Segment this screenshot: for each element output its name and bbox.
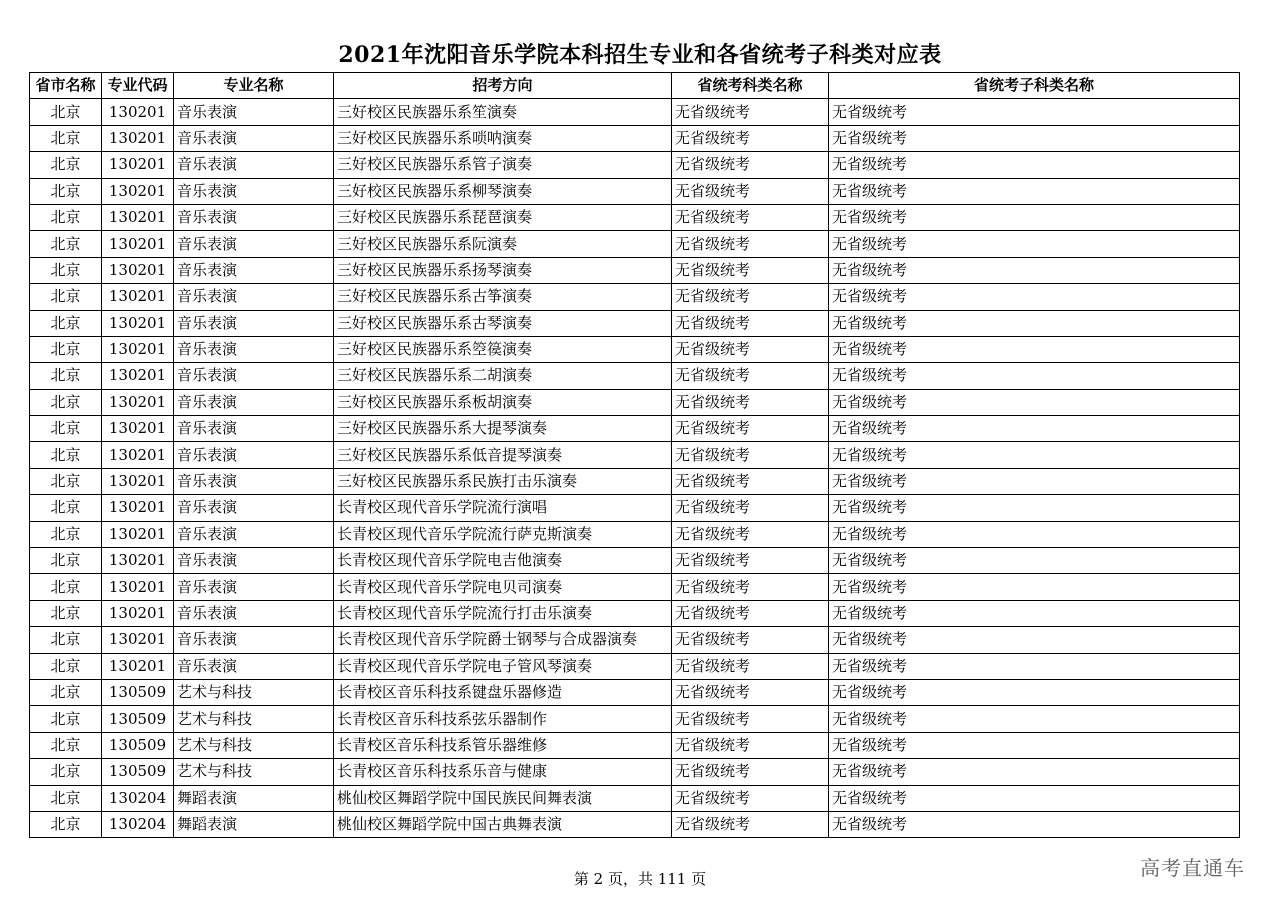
table-row: [30, 389, 1240, 415]
direction-cell: 三好校区民族器乐系唢呐演奏: [334, 125, 672, 151]
major-name-cell: 艺术与科技: [174, 759, 334, 785]
exam-subcategory-cell: 无省级统考: [829, 99, 1240, 125]
major-name-cell: 音乐表演: [174, 125, 334, 151]
province-cell: 北京: [30, 125, 102, 151]
major-name-cell: 音乐表演: [174, 310, 334, 336]
exam-subcategory-cell: 无省级统考: [829, 152, 1240, 178]
exam-subcategory-cell: 无省级统考: [829, 495, 1240, 521]
table-row: [30, 811, 1240, 837]
table-row: [30, 653, 1240, 679]
major-code-cell: 130201: [102, 574, 174, 600]
exam-subcategory-cell: 无省级统考: [829, 125, 1240, 151]
direction-cell: 长青校区现代音乐学院电子管风琴演奏: [334, 653, 672, 679]
table-row: [30, 574, 1240, 600]
direction-cell: 长青校区现代音乐学院电贝司演奏: [334, 574, 672, 600]
major-code-cell: 130201: [102, 468, 174, 494]
province-cell: 北京: [30, 442, 102, 468]
exam-category-cell: 无省级统考: [672, 548, 829, 574]
exam-category-cell: 无省级统考: [672, 125, 829, 151]
exam-subcategory-cell: 无省级统考: [829, 310, 1240, 336]
direction-cell: 三好校区民族器乐系管子演奏: [334, 152, 672, 178]
header-major-name: 专业名称: [174, 73, 334, 99]
major-name-cell: 音乐表演: [174, 416, 334, 442]
exam-subcategory-cell: 无省级统考: [829, 336, 1240, 362]
header-province: 省市名称: [30, 73, 102, 99]
direction-cell: 三好校区民族器乐系大提琴演奏: [334, 416, 672, 442]
exam-subcategory-cell: 无省级统考: [829, 389, 1240, 415]
province-cell: 北京: [30, 548, 102, 574]
table-row: [30, 363, 1240, 389]
province-cell: 北京: [30, 178, 102, 204]
table-row: [30, 679, 1240, 705]
exam-category-cell: 无省级统考: [672, 442, 829, 468]
table-header: [30, 73, 1240, 99]
major-name-cell: 音乐表演: [174, 152, 334, 178]
table-row: [30, 785, 1240, 811]
exam-subcategory-cell: 无省级统考: [829, 811, 1240, 837]
exam-subcategory-cell: 无省级统考: [829, 468, 1240, 494]
exam-category-cell: 无省级统考: [672, 574, 829, 600]
exam-subcategory-cell: 无省级统考: [829, 574, 1240, 600]
province-cell: 北京: [30, 600, 102, 626]
direction-cell: 桃仙校区舞蹈学院中国民族民间舞表演: [334, 785, 672, 811]
province-cell: 北京: [30, 204, 102, 230]
exam-subcategory-cell: 无省级统考: [829, 785, 1240, 811]
exam-category-cell: 无省级统考: [672, 231, 829, 257]
exam-subcategory-cell: 无省级统考: [829, 679, 1240, 705]
exam-category-cell: 无省级统考: [672, 204, 829, 230]
direction-cell: 三好校区民族器乐系低音提琴演奏: [334, 442, 672, 468]
major-name-cell: 舞蹈表演: [174, 785, 334, 811]
exam-subcategory-cell: 无省级统考: [829, 706, 1240, 732]
table-row: [30, 627, 1240, 653]
province-cell: 北京: [30, 574, 102, 600]
major-code-cell: 130509: [102, 759, 174, 785]
major-name-cell: 艺术与科技: [174, 679, 334, 705]
province-cell: 北京: [30, 653, 102, 679]
major-name-cell: 音乐表演: [174, 468, 334, 494]
direction-cell: 三好校区民族器乐系柳琴演奏: [334, 178, 672, 204]
exam-subcategory-cell: 无省级统考: [829, 732, 1240, 758]
province-cell: 北京: [30, 468, 102, 494]
province-cell: 北京: [30, 706, 102, 732]
table-row: [30, 732, 1240, 758]
major-code-cell: 130201: [102, 521, 174, 547]
exam-subcategory-cell: 无省级统考: [829, 627, 1240, 653]
table-row: [30, 231, 1240, 257]
exam-category-cell: 无省级统考: [672, 99, 829, 125]
province-cell: 北京: [30, 416, 102, 442]
exam-category-cell: 无省级统考: [672, 706, 829, 732]
direction-cell: 长青校区音乐科技系键盘乐器修造: [334, 679, 672, 705]
major-name-cell: 音乐表演: [174, 574, 334, 600]
major-name-cell: 艺术与科技: [174, 732, 334, 758]
province-cell: 北京: [30, 759, 102, 785]
province-cell: 北京: [30, 231, 102, 257]
major-code-cell: 130204: [102, 785, 174, 811]
major-code-cell: 130204: [102, 811, 174, 837]
direction-cell: 长青校区现代音乐学院流行打击乐演奏: [334, 600, 672, 626]
major-code-cell: 130509: [102, 732, 174, 758]
exam-subcategory-cell: 无省级统考: [829, 521, 1240, 547]
table-row: [30, 152, 1240, 178]
direction-cell: 三好校区民族器乐系箜篌演奏: [334, 336, 672, 362]
major-code-cell: 130201: [102, 548, 174, 574]
table-row: [30, 284, 1240, 310]
header-direction: 招考方向: [334, 73, 672, 99]
table-row: [30, 548, 1240, 574]
exam-subcategory-cell: 无省级统考: [829, 442, 1240, 468]
province-cell: 北京: [30, 389, 102, 415]
major-name-cell: 音乐表演: [174, 548, 334, 574]
province-cell: 北京: [30, 310, 102, 336]
major-name-cell: 音乐表演: [174, 600, 334, 626]
major-name-cell: 音乐表演: [174, 257, 334, 283]
table-row: [30, 310, 1240, 336]
table-row: [30, 257, 1240, 283]
direction-cell: 三好校区民族器乐系阮演奏: [334, 231, 672, 257]
major-code-cell: 130509: [102, 679, 174, 705]
province-cell: 北京: [30, 679, 102, 705]
major-code-cell: 130201: [102, 310, 174, 336]
exam-category-cell: 无省级统考: [672, 284, 829, 310]
table-row: [30, 442, 1240, 468]
exam-category-cell: 无省级统考: [672, 178, 829, 204]
major-code-cell: 130201: [102, 336, 174, 362]
province-cell: 北京: [30, 152, 102, 178]
direction-cell: 长青校区音乐科技系乐音与健康: [334, 759, 672, 785]
major-name-cell: 音乐表演: [174, 284, 334, 310]
major-name-cell: 音乐表演: [174, 521, 334, 547]
direction-cell: 三好校区民族器乐系笙演奏: [334, 99, 672, 125]
exam-subcategory-cell: 无省级统考: [829, 759, 1240, 785]
province-cell: 北京: [30, 785, 102, 811]
exam-category-cell: 无省级统考: [672, 811, 829, 837]
admissions-table: [29, 72, 1240, 838]
exam-category-cell: 无省级统考: [672, 416, 829, 442]
exam-subcategory-cell: 无省级统考: [829, 363, 1240, 389]
exam-subcategory-cell: 无省级统考: [829, 416, 1240, 442]
major-code-cell: 130201: [102, 257, 174, 283]
header-exam-subcategory: 省统考子科类名称: [829, 73, 1240, 99]
exam-subcategory-cell: 无省级统考: [829, 204, 1240, 230]
exam-category-cell: 无省级统考: [672, 785, 829, 811]
major-name-cell: 音乐表演: [174, 442, 334, 468]
watermark: 高考直通车: [1140, 856, 1245, 880]
exam-category-cell: 无省级统考: [672, 468, 829, 494]
header-exam-category: 省统考科类名称: [672, 73, 829, 99]
direction-cell: 三好校区民族器乐系古筝演奏: [334, 284, 672, 310]
page-footer: 第 2 页，共 111 页: [573, 870, 707, 888]
direction-cell: 长青校区现代音乐学院流行演唱: [334, 495, 672, 521]
province-cell: 北京: [30, 363, 102, 389]
major-code-cell: 130201: [102, 99, 174, 125]
exam-category-cell: 无省级统考: [672, 627, 829, 653]
direction-cell: 长青校区音乐科技系弦乐器制作: [334, 706, 672, 732]
major-code-cell: 130201: [102, 231, 174, 257]
exam-subcategory-cell: 无省级统考: [829, 231, 1240, 257]
exam-category-cell: 无省级统考: [672, 363, 829, 389]
direction-cell: 三好校区民族器乐系民族打击乐演奏: [334, 468, 672, 494]
exam-category-cell: 无省级统考: [672, 679, 829, 705]
major-code-cell: 130201: [102, 284, 174, 310]
major-name-cell: 音乐表演: [174, 389, 334, 415]
province-cell: 北京: [30, 257, 102, 283]
province-cell: 北京: [30, 627, 102, 653]
province-cell: 北京: [30, 495, 102, 521]
direction-cell: 三好校区民族器乐系二胡演奏: [334, 363, 672, 389]
exam-category-cell: 无省级统考: [672, 310, 829, 336]
table-row: [30, 468, 1240, 494]
exam-category-cell: 无省级统考: [672, 521, 829, 547]
major-code-cell: 130201: [102, 442, 174, 468]
exam-category-cell: 无省级统考: [672, 653, 829, 679]
major-code-cell: 130201: [102, 152, 174, 178]
exam-category-cell: 无省级统考: [672, 759, 829, 785]
table-row: [30, 204, 1240, 230]
province-cell: 北京: [30, 811, 102, 837]
direction-cell: 长青校区现代音乐学院流行萨克斯演奏: [334, 521, 672, 547]
major-code-cell: 130201: [102, 416, 174, 442]
major-name-cell: 音乐表演: [174, 231, 334, 257]
province-cell: 北京: [30, 732, 102, 758]
header-major-code: 专业代码: [102, 73, 174, 99]
table-row: [30, 178, 1240, 204]
major-name-cell: 艺术与科技: [174, 706, 334, 732]
major-code-cell: 130201: [102, 389, 174, 415]
major-name-cell: 音乐表演: [174, 363, 334, 389]
table-row: [30, 521, 1240, 547]
direction-cell: 三好校区民族器乐系古琴演奏: [334, 310, 672, 336]
major-code-cell: 130201: [102, 363, 174, 389]
exam-subcategory-cell: 无省级统考: [829, 653, 1240, 679]
table-row: [30, 125, 1240, 151]
exam-subcategory-cell: 无省级统考: [829, 178, 1240, 204]
province-cell: 北京: [30, 336, 102, 362]
major-name-cell: 音乐表演: [174, 495, 334, 521]
header-row: [30, 73, 1240, 99]
exam-subcategory-cell: 无省级统考: [829, 548, 1240, 574]
table-row: [30, 416, 1240, 442]
major-code-cell: 130201: [102, 178, 174, 204]
exam-category-cell: 无省级统考: [672, 732, 829, 758]
direction-cell: 桃仙校区舞蹈学院中国古典舞表演: [334, 811, 672, 837]
table-body: [30, 99, 1240, 838]
exam-category-cell: 无省级统考: [672, 600, 829, 626]
exam-category-cell: 无省级统考: [672, 257, 829, 283]
major-name-cell: 舞蹈表演: [174, 811, 334, 837]
exam-category-cell: 无省级统考: [672, 336, 829, 362]
table-row: [30, 336, 1240, 362]
major-code-cell: 130201: [102, 204, 174, 230]
major-name-cell: 音乐表演: [174, 653, 334, 679]
table-row: [30, 600, 1240, 626]
direction-cell: 三好校区民族器乐系琵琶演奏: [334, 204, 672, 230]
exam-category-cell: 无省级统考: [672, 389, 829, 415]
exam-subcategory-cell: 无省级统考: [829, 600, 1240, 626]
table-row: [30, 759, 1240, 785]
major-code-cell: 130509: [102, 706, 174, 732]
exam-subcategory-cell: 无省级统考: [829, 284, 1240, 310]
major-code-cell: 130201: [102, 495, 174, 521]
table-row: [30, 706, 1240, 732]
direction-cell: 长青校区音乐科技系管乐器维修: [334, 732, 672, 758]
major-code-cell: 130201: [102, 627, 174, 653]
table-row: [30, 99, 1240, 125]
major-name-cell: 音乐表演: [174, 178, 334, 204]
major-name-cell: 音乐表演: [174, 99, 334, 125]
direction-cell: 长青校区现代音乐学院爵士钢琴与合成器演奏: [334, 627, 672, 653]
province-cell: 北京: [30, 284, 102, 310]
major-name-cell: 音乐表演: [174, 204, 334, 230]
direction-cell: 长青校区现代音乐学院电吉他演奏: [334, 548, 672, 574]
major-code-cell: 130201: [102, 653, 174, 679]
major-name-cell: 音乐表演: [174, 336, 334, 362]
province-cell: 北京: [30, 521, 102, 547]
table-row: [30, 495, 1240, 521]
direction-cell: 三好校区民族器乐系板胡演奏: [334, 389, 672, 415]
major-code-cell: 130201: [102, 125, 174, 151]
major-code-cell: 130201: [102, 600, 174, 626]
exam-category-cell: 无省级统考: [672, 495, 829, 521]
exam-category-cell: 无省级统考: [672, 152, 829, 178]
direction-cell: 三好校区民族器乐系扬琴演奏: [334, 257, 672, 283]
document-title: 2021年沈阳音乐学院本科招生专业和各省统考子科类对应表: [338, 42, 942, 68]
major-name-cell: 音乐表演: [174, 627, 334, 653]
exam-subcategory-cell: 无省级统考: [829, 257, 1240, 283]
province-cell: 北京: [30, 99, 102, 125]
